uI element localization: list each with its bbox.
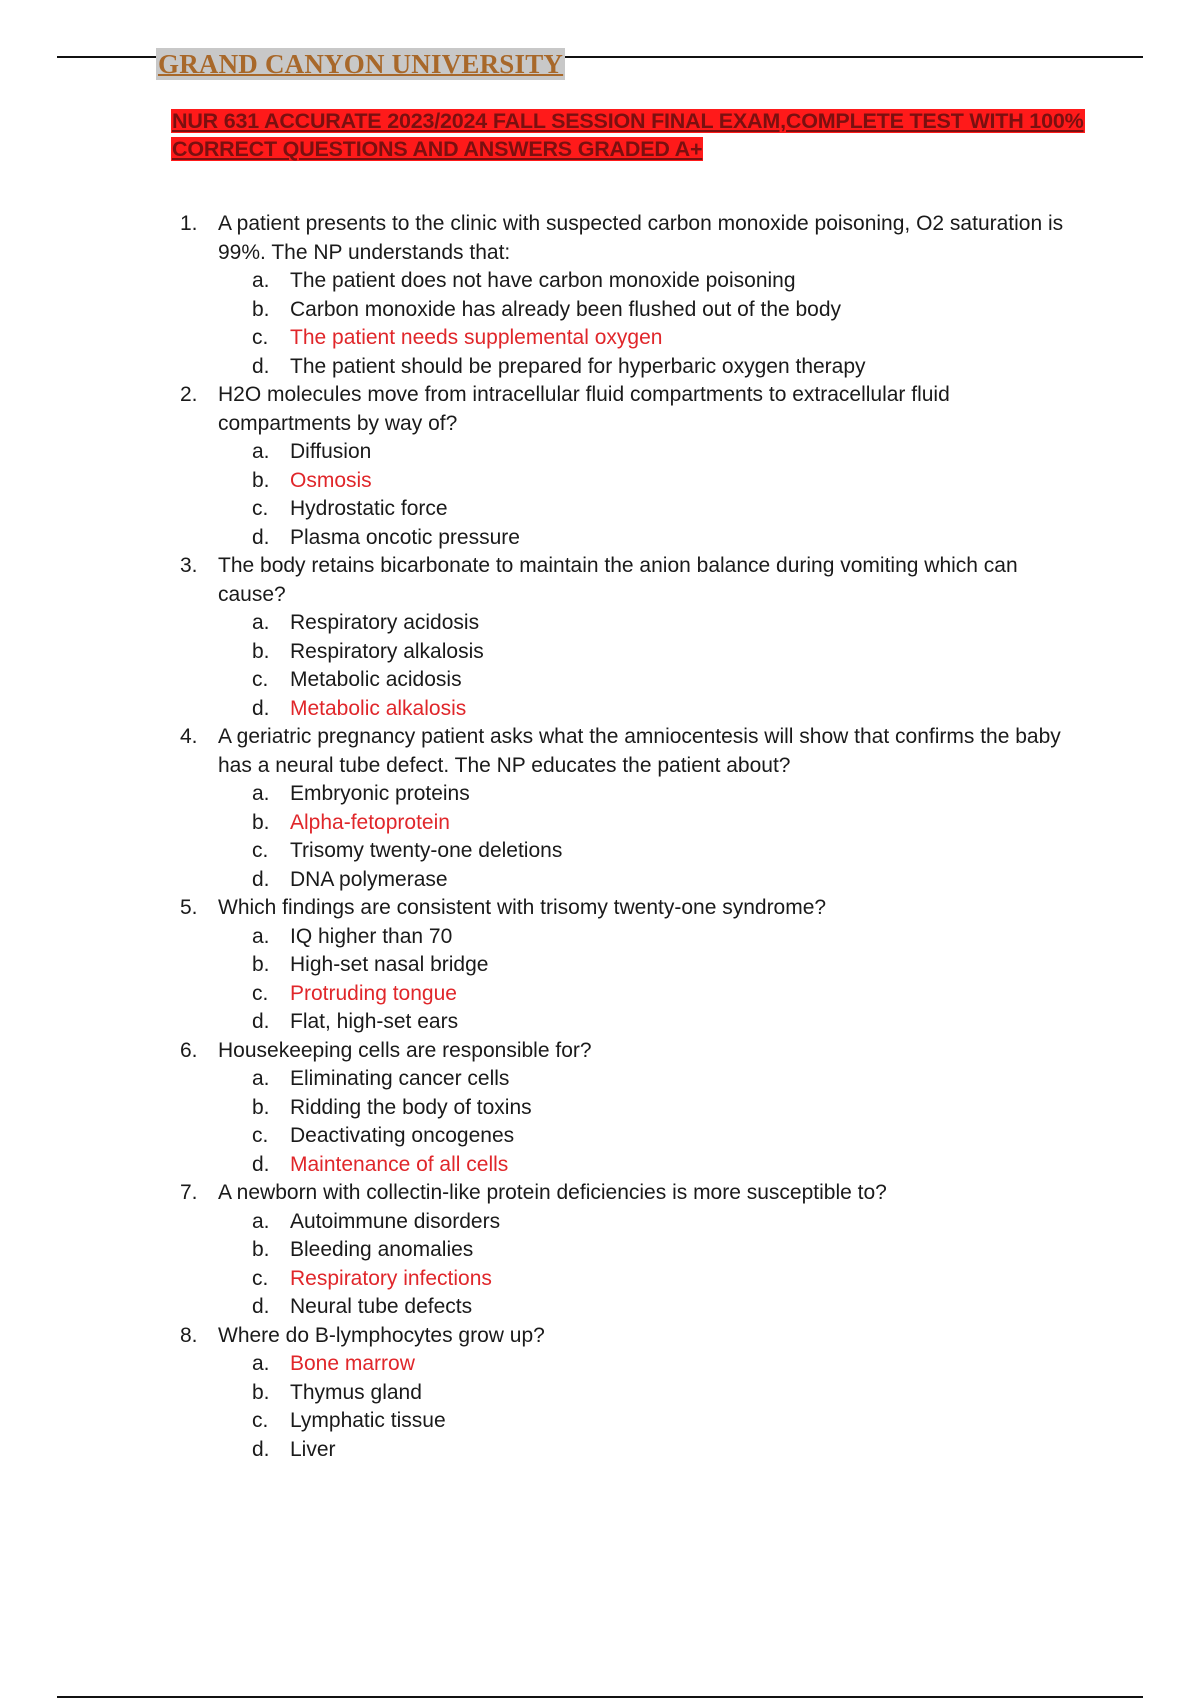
question-number: 6.	[180, 1038, 198, 1062]
question-number: 1.	[180, 212, 198, 235]
exam-title-text: NUR 631 ACCURATE 2023/2024 FALL SESSION FINAL EXAM,COMPLETE TEST WITH 100% CORRECT QUESTIONS AND ANSWERS GRADED A+	[172, 109, 1084, 161]
answer-options	[218, 1208, 1080, 1322]
option-letter: c.	[252, 839, 269, 862]
option-text: Maintenance of all cells	[290, 1152, 509, 1176]
question-number: 3.	[180, 554, 198, 577]
question-text: H2O molecules move from intracellular fluid compartments to extracellular fluid compartments by way of?	[218, 383, 950, 435]
option-text: High-set nasal bridge	[290, 953, 489, 976]
question-number: 4.	[180, 725, 198, 748]
correct-answer-option	[252, 1350, 1080, 1379]
option-text: Carbon monoxide has already been flushed out of the body	[290, 297, 842, 321]
question-item	[180, 210, 1080, 381]
answer-option	[252, 1407, 1080, 1436]
answer-option	[252, 666, 1080, 695]
university-name: GRAND CANYON UNIVERSITY	[158, 49, 564, 79]
option-text: The patient needs supplemental oxygen	[290, 326, 663, 349]
question-text: A patient presents to the clinic with suspected carbon monoxide poisoning, O2 saturation is 99%. The NP understands that:	[218, 212, 1064, 264]
answer-option	[252, 267, 1080, 296]
option-text: Ridding the body of toxins	[290, 1095, 532, 1119]
answer-option	[252, 638, 1080, 667]
option-text: Autoimmune disorders	[290, 1209, 501, 1233]
option-letter: a.	[252, 782, 270, 805]
option-letter: c.	[252, 1409, 269, 1432]
answer-options	[218, 1065, 1080, 1179]
option-letter: a.	[252, 440, 270, 463]
option-letter: d.	[252, 1152, 270, 1176]
question-item	[180, 1179, 1080, 1322]
answer-option	[252, 780, 1080, 809]
option-text: Bleeding anomalies	[290, 1238, 474, 1261]
question-text: Housekeeping cells are responsible for?	[218, 1038, 592, 1062]
question-item	[180, 1037, 1080, 1180]
option-text: Thymus gland	[290, 1380, 422, 1404]
question-text: A newborn with collectin-like protein deficiencies is more susceptible to?	[218, 1181, 887, 1204]
answer-option	[252, 1008, 1080, 1037]
correct-answer-option	[252, 695, 1080, 724]
answer-option	[252, 866, 1080, 895]
answer-option	[252, 837, 1080, 866]
option-text: Respiratory acidosis	[290, 611, 480, 634]
answer-options	[218, 1350, 1080, 1464]
option-text: Respiratory alkalosis	[290, 639, 484, 663]
option-text: Eliminating cancer cells	[290, 1067, 510, 1090]
answer-option	[252, 923, 1080, 952]
correct-answer-option	[252, 324, 1080, 353]
answer-option	[252, 609, 1080, 638]
option-letter: a.	[252, 1352, 270, 1375]
option-letter: a.	[252, 924, 270, 948]
option-letter: d.	[252, 1010, 270, 1033]
question-list	[180, 210, 1080, 1464]
answer-option	[252, 1293, 1080, 1322]
option-text: Bone marrow	[290, 1352, 415, 1375]
question-number: 8.	[180, 1323, 198, 1347]
answer-option	[252, 296, 1080, 325]
correct-answer-option	[252, 809, 1080, 838]
footer-rule	[57, 1696, 1143, 1698]
option-text: The patient should be prepared for hyperbaric oxygen therapy	[290, 354, 866, 378]
question-text: Which findings are consistent with trisomy twenty-one syndrome?	[218, 896, 827, 919]
option-text: Metabolic alkalosis	[290, 696, 467, 720]
option-letter: c.	[252, 981, 269, 1005]
option-text: The patient does not have carbon monoxide poisoning	[290, 269, 796, 292]
option-letter: d.	[252, 354, 270, 378]
question-item	[180, 552, 1080, 723]
correct-answer-option	[252, 980, 1080, 1009]
option-letter: c.	[252, 1124, 269, 1147]
exam-title	[171, 107, 1091, 163]
option-letter: a.	[252, 1067, 270, 1090]
option-text: Neural tube defects	[290, 1295, 473, 1318]
option-letter: c.	[252, 497, 269, 520]
option-letter: b.	[252, 639, 270, 663]
option-text: Respiratory infections	[290, 1266, 492, 1290]
option-letter: b.	[252, 1380, 270, 1404]
question-number: 5.	[180, 896, 198, 919]
answer-option	[252, 495, 1080, 524]
correct-answer-option	[252, 1151, 1080, 1180]
question-text: The body retains bicarbonate to maintain the anion balance during vomiting which can cause?	[218, 554, 1018, 606]
option-text: Protruding tongue	[290, 981, 457, 1005]
option-text: Alpha-fetoprotein	[290, 810, 450, 834]
option-text: Deactivating oncogenes	[290, 1124, 515, 1147]
option-letter: b.	[252, 1238, 270, 1261]
answer-option	[252, 353, 1080, 382]
option-letter: d.	[252, 867, 270, 891]
option-letter: d.	[252, 1437, 270, 1461]
question-item	[180, 723, 1080, 894]
option-text: Diffusion	[290, 440, 372, 463]
answer-option	[252, 1065, 1080, 1094]
option-text: Lymphatic tissue	[290, 1409, 446, 1432]
option-letter: b.	[252, 468, 270, 492]
option-letter: a.	[252, 269, 270, 292]
answer-option	[252, 438, 1080, 467]
question-item	[180, 894, 1080, 1037]
answer-option	[252, 1379, 1080, 1408]
option-text: Plasma oncotic pressure	[290, 525, 520, 549]
answer-option	[252, 1436, 1080, 1465]
option-letter: d.	[252, 525, 270, 549]
option-letter: b.	[252, 1095, 270, 1119]
option-letter: d.	[252, 696, 270, 720]
option-text: DNA polymerase	[290, 867, 448, 891]
option-letter: a.	[252, 1209, 270, 1233]
answer-option	[252, 951, 1080, 980]
answer-option	[252, 1122, 1080, 1151]
answer-option	[252, 524, 1080, 553]
answer-options	[218, 923, 1080, 1037]
answer-options	[218, 267, 1080, 381]
option-letter: b.	[252, 953, 270, 976]
answer-option	[252, 1236, 1080, 1265]
question-item	[180, 381, 1080, 552]
option-letter: a.	[252, 611, 270, 634]
option-letter: d.	[252, 1295, 270, 1318]
correct-answer-option	[252, 467, 1080, 496]
option-letter: c.	[252, 668, 269, 691]
question-number: 2.	[180, 383, 198, 406]
option-letter: c.	[252, 326, 269, 349]
answer-options	[218, 609, 1080, 723]
correct-answer-option	[252, 1265, 1080, 1294]
answer-options	[218, 438, 1080, 552]
option-text: Hydrostatic force	[290, 497, 448, 520]
option-text: Flat, high-set ears	[290, 1010, 459, 1033]
option-letter: c.	[252, 1266, 269, 1290]
question-text: Where do B-lymphocytes grow up?	[218, 1323, 545, 1347]
option-text: IQ higher than 70	[290, 924, 453, 948]
question-number: 7.	[180, 1181, 198, 1204]
answer-options	[218, 780, 1080, 894]
option-text: Trisomy twenty-one deletions	[290, 839, 563, 862]
option-letter: b.	[252, 810, 270, 834]
option-text: Liver	[290, 1437, 336, 1461]
option-text: Embryonic proteins	[290, 782, 470, 805]
answer-option	[252, 1208, 1080, 1237]
option-text: Osmosis	[290, 468, 372, 492]
answer-option	[252, 1094, 1080, 1123]
question-text: A geriatric pregnancy patient asks what the amniocentesis will show that confirms the baby has a neural tube defect. The NP educates the patient about?	[218, 725, 1061, 777]
option-text: Metabolic acidosis	[290, 668, 462, 691]
question-item	[180, 1322, 1080, 1465]
option-letter: b.	[252, 297, 270, 321]
